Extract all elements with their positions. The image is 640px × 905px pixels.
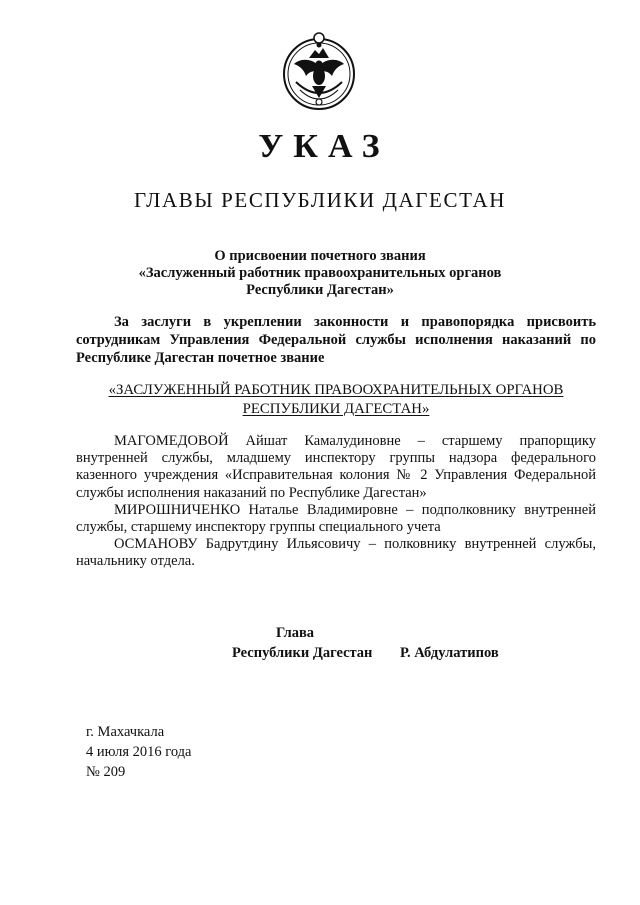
decree-place: г. Махачкала bbox=[86, 724, 165, 740]
recipient-line: МАГОМЕДОВОЙ Айшат Камалудиновне – старшему прапорщику bbox=[114, 433, 596, 449]
award-line: РЕСПУБЛИКИ ДАГЕСТАН» bbox=[242, 401, 430, 417]
subject-line: О присвоении почетного звания bbox=[214, 248, 426, 264]
recipient-line: службы, старшему инспектору группы специального учета bbox=[76, 519, 441, 536]
recipient-line: внутренней службы, младшему инспектору группы надзора федерального bbox=[76, 450, 596, 467]
document-title: УКАЗ bbox=[258, 128, 390, 165]
signatory-name: Р. Абдулатипов bbox=[400, 645, 499, 661]
preamble-line: Республике Дагестан почетное звание bbox=[76, 350, 325, 366]
award-line: «ЗАСЛУЖЕННЫЙ РАБОТНИК ПРАВООХРАНИТЕЛЬНЫХ ОРГАНОВ bbox=[108, 382, 564, 398]
subject-line: «Заслуженный работник правоохранительных органов bbox=[138, 265, 502, 281]
decree-date: 4 июля 2016 года bbox=[86, 744, 192, 760]
signatory-title-line2: Республики Дагестан bbox=[232, 645, 373, 661]
recipient-line: начальнику отдела. bbox=[76, 553, 195, 570]
recipient-line: службы исполнения наказаний по Республике Дагестан» bbox=[76, 484, 427, 501]
coat-of-arms-icon bbox=[282, 28, 356, 114]
decree-details bbox=[86, 722, 192, 782]
recipient-line: казенного учреждения «Исправительная колония № 2 Управления Федеральной bbox=[76, 467, 596, 484]
recipients-list bbox=[76, 433, 596, 571]
preamble-line: сотрудникам Управления Федеральной службы исполнения наказаний по bbox=[76, 332, 596, 348]
recipient-line: МИРОШНИЧЕНКО Наталье Владимировне – подполковнику внутренней bbox=[114, 501, 596, 518]
recipient-line: ОСМАНОВУ Бадрутдину Ильясовичу – полковнику внутренней службы, bbox=[114, 536, 596, 553]
document-subtitle: ГЛАВЫ РЕСПУБЛИКИ ДАГЕСТАН bbox=[133, 188, 507, 212]
decree-number: № 209 bbox=[86, 764, 126, 780]
award-title bbox=[76, 381, 596, 419]
signatory-title-line1: Глава bbox=[276, 625, 315, 641]
subject-line: Республики Дагестан» bbox=[246, 282, 394, 298]
decree-subject bbox=[120, 248, 520, 299]
preamble-line: За заслуги в укреплении законности и правопорядка присвоить bbox=[114, 314, 596, 330]
decree-preamble bbox=[76, 313, 596, 367]
